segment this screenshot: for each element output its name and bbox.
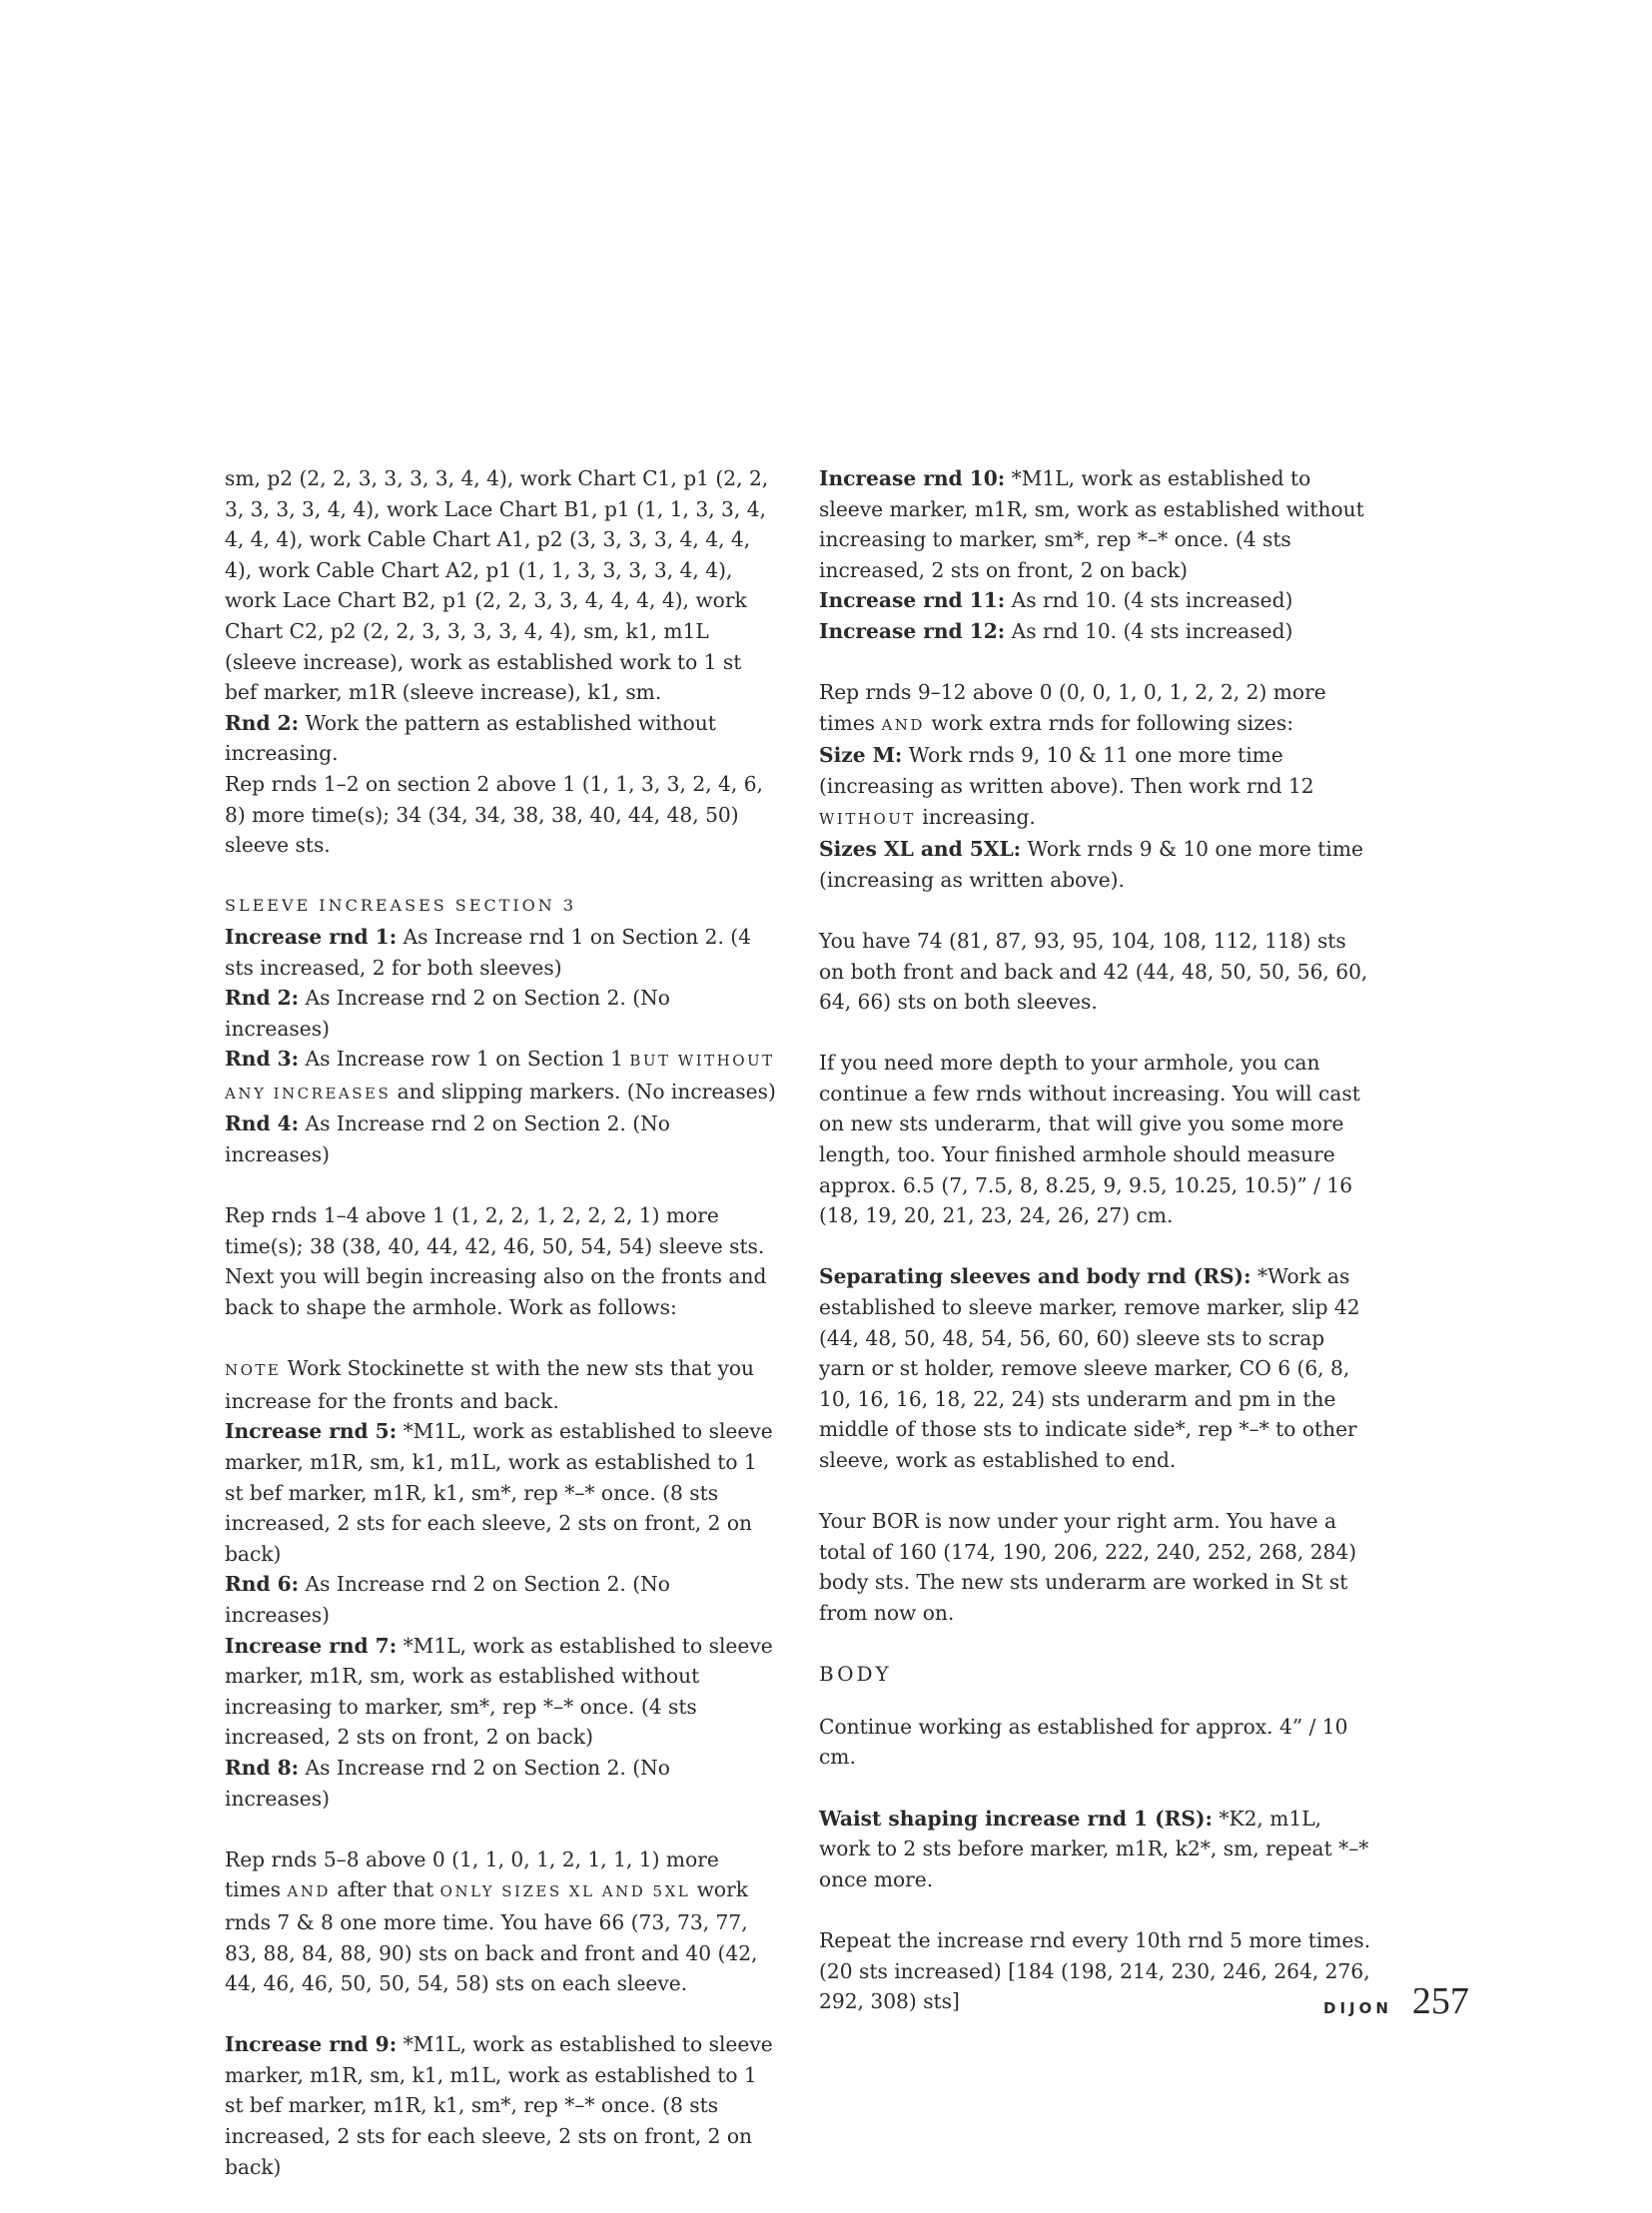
paragraph <box>225 1200 779 1261</box>
instruction-line <box>225 922 779 983</box>
size-label: Size M: <box>819 743 903 768</box>
text: Work the pattern as established without increasing. <box>225 710 716 766</box>
text: work rnds 7 & 8 one more time. You have 66 (73, 73, 77, 83, 88, 84, 88, 90) sts on back and front and 40 (42, 44, 46, 46, 50, 50, 54, 58) sts on each sleeve. <box>225 1877 758 1996</box>
text: sm, p2 (2, 2, 3, 3, 3, 3, 4, 4), work Chart C1, p1 (2, 2, 3, 3, 3, 3, 4, 4), work Lace Chart B1, p1 (1, 1, 3, 3, 4, 4, 4, 4), work Cable Chart A1, p2 (3, 3, 3, 3, 4, 4, 4, 4), work Cable Chart A2, p1 (1, 1, 3, 3, 3, 3, 4, 4), work Lace Chart B2, p1 (2, 2, 3, 3, 4, 4, 4, 4), work Chart C2, p2 (2, 2, 3, 3, 3, 3, 4, 4), sm, k1, m1L (sleeve increase), work as established work to 1 st bef marker, m1R (sleeve increase), k1, sm. <box>225 466 769 705</box>
rnd-label: Increase rnd 12: <box>819 618 1006 643</box>
text: Continue working as established for approx. 4” / 10 cm. <box>819 1714 1348 1770</box>
instruction-line <box>819 740 1373 834</box>
instruction-line <box>819 463 1373 585</box>
text: *M1L, work as established to sleeve marker, m1R, sm, k1, m1L, work as established to 1 st bef marker, m1R, k1, sm*, rep *–* once. (8 sts increased, 2 sts for each sleeve, 2 sts on front, 2 on back) <box>225 1419 773 1566</box>
text: after that <box>330 1877 440 1902</box>
instruction-line <box>819 834 1373 895</box>
section-heading: BODY <box>819 1662 892 1687</box>
paragraph <box>819 1925 1373 2017</box>
right-column <box>819 463 1373 2047</box>
rnd-label: Increase rnd 5: <box>225 1419 398 1444</box>
instruction-line <box>819 616 1373 647</box>
paragraph <box>819 677 1373 740</box>
text: Work Stockinette st with the new sts that you increase for the fronts and back. <box>225 1356 755 1413</box>
rnd-label: Increase rnd 9: <box>225 2032 398 2057</box>
instruction-line <box>225 1108 779 1169</box>
text: Next you will begin increasing also on the fronts and back to shape the armhole. Work as follows: <box>225 1264 767 1320</box>
left-column <box>225 463 779 2213</box>
text: increasing. <box>915 804 1036 829</box>
text: As Increase row 1 on Section 1 <box>299 1047 630 1072</box>
text: As rnd 10. (4 sts increased) <box>1005 618 1293 643</box>
text: *M1L, work as established to sleeve marker, m1R, sm, k1, m1L, work as established to 1 st bef marker, m1R, k1, sm*, rep *–* once. (8 sts increased, 2 sts for each sleeve, 2 sts on front, 2 on back) <box>225 2032 773 2179</box>
section-heading: SLEEVE INCREASES SECTION 3 <box>225 896 577 916</box>
rnd-label: Increase rnd 7: <box>225 1633 398 1658</box>
rnd-label: Separating sleeves and body rnd (RS): <box>819 1264 1251 1289</box>
instruction-line <box>225 1631 779 1753</box>
text: *M1L, work as established to sleeve marker, m1R, sm, work as established without increasing to marker, sm*, rep *–* once. (4 sts increased, 2 sts on front, 2 on back) <box>819 466 1364 582</box>
text: As Increase rnd 2 on Section 2. (No increases) <box>225 1755 670 1811</box>
text: As Increase rnd 2 on Section 2. (No increases) <box>225 986 670 1041</box>
text: As Increase rnd 1 on Section 2. (4 sts increased, 2 for both sleeves) <box>225 924 752 980</box>
text: If you need more depth to your armhole, you can continue a few rnds without increasing. You will cast on new sts underarm, that will give you some more length, too. Your finished armhole should measure approx. 6.5 (7, 7.5, 8, 8.25, 9, 9.5, 10.25, 10.5)” / 16 (18, 19, 20, 21, 23, 24, 26, 27) cm. <box>819 1051 1360 1228</box>
page-number: 257 <box>1411 1980 1469 2022</box>
text: Your BOR is now under your right arm. You have a total of 160 (174, 190, 206, 222, 240, 252, 268, 284) body sts. The new sts underarm are worked in St st from now on. <box>819 1509 1357 1625</box>
text: *Work as established to sleeve marker, remove marker, slip 42 (44, 48, 50, 48, 54, 56, 60, 60) sleeve sts to scrap yarn or st holder, remove sleeve marker, CO 6 (6, 8, 10, 16, 16, 18, 22, 24) sts underarm and pm in the middle of those sts to indicate side*, rep *–* to other sleeve, work as established to end. <box>819 1264 1360 1472</box>
rnd-label: Increase rnd 11: <box>819 588 1006 613</box>
text: Rep rnds 1–2 on section 2 above 1 (1, 1, 3, 3, 2, 4, 6, 8) more time(s); 34 (34, 34, 38, 38, 40, 44, 48, 50) sleeve sts. <box>225 771 763 858</box>
rnd-label: Rnd 3: <box>225 1047 300 1072</box>
text: As Increase rnd 2 on Section 2. (No increases) <box>225 1572 670 1627</box>
text: work extra rnds for following sizes: <box>924 710 1293 735</box>
paragraph <box>819 926 1373 1018</box>
small-caps-text: BUT WITHOUT ANY INCREASES <box>225 1052 775 1103</box>
note-paragraph <box>225 1353 779 1416</box>
text: Work rnds 9, 10 & 11 one more time (increasing as written above). Then work rnd 12 <box>819 743 1314 798</box>
instruction-line <box>225 983 779 1044</box>
rnd-label: Rnd 6: <box>225 1572 300 1597</box>
paragraph <box>225 1261 779 1322</box>
text: Rep rnds 5–8 above 0 (1, 1, 0, 1, 2, 1, 1, 1) more times <box>225 1846 719 1902</box>
small-caps-text: AND <box>881 715 925 734</box>
rnd-label: Rnd 8: <box>225 1755 300 1780</box>
text: *M1L, work as established to sleeve marker, m1R, sm, work as established without increasing to marker, sm*, rep *–* once. (4 sts increased, 2 sts on front, 2 on back) <box>225 1633 773 1750</box>
small-caps-text: ONLY SIZES XL AND 5XL <box>439 1882 691 1901</box>
text: Work rnds 9 & 10 one more time (increasing as written above). <box>819 837 1363 892</box>
text: As rnd 10. (4 sts increased) <box>1005 588 1293 613</box>
paragraph <box>819 1048 1373 1231</box>
rnd-label: Rnd 2: <box>225 986 300 1011</box>
paragraph <box>819 1712 1373 1773</box>
paragraph <box>225 463 779 708</box>
size-label: Sizes XL and 5XL: <box>819 837 1022 862</box>
text: and slipping markers. (No increases) <box>391 1079 776 1104</box>
paragraph <box>225 1844 779 1999</box>
page-footer <box>1323 1979 1469 2023</box>
rnd-label: Rnd 4: <box>225 1111 300 1136</box>
instruction-line <box>225 1569 779 1630</box>
running-footer-title: DIJON <box>1323 1999 1392 2017</box>
instruction-line <box>819 585 1373 616</box>
instruction-line <box>819 1261 1373 1475</box>
paragraph <box>819 1506 1373 1628</box>
note-label: NOTE <box>225 1361 282 1380</box>
paragraph <box>225 708 779 769</box>
small-caps-text: AND <box>287 1882 331 1901</box>
rnd-label: Rnd 2: <box>225 710 300 735</box>
small-caps-text: WITHOUT <box>819 809 916 828</box>
text: As Increase rnd 2 on Section 2. (No increases) <box>225 1111 670 1167</box>
rnd-label: Increase rnd 10: <box>819 466 1006 490</box>
paragraph <box>225 769 779 861</box>
instruction-line <box>225 1753 779 1814</box>
text: Rep rnds 9–12 above 0 (0, 0, 1, 0, 1, 2, 2, 2) more times <box>819 680 1326 735</box>
instruction-line <box>819 1804 1373 1895</box>
instruction-line <box>225 2029 779 2182</box>
instruction-line <box>225 1044 779 1108</box>
rnd-label: Waist shaping increase rnd 1 (RS): <box>819 1806 1213 1831</box>
text: Rep rnds 1–4 above 1 (1, 2, 2, 1, 2, 2, 2, 1) more time(s); 38 (38, 40, 44, 42, 46, 50, 54, 54) sleeve sts. <box>225 1203 765 1258</box>
text: Repeat the increase rnd every 10th rnd 5 more times. (20 sts increased) [184 (198, 214, 230, 246, 264, 276, 292, 308) sts] <box>819 1927 1371 2014</box>
text: *K2, m1L, work to 2 sts before marker, m1R, k2*, sm, repeat *–* once more. <box>819 1806 1369 1891</box>
rnd-label: Increase rnd 1: <box>225 924 398 949</box>
text: You have 74 (81, 87, 93, 95, 104, 108, 112, 118) sts on both front and back and 42 (44, 48, 50, 50, 56, 60, 64, 66) sts on both sleeves. <box>819 928 1368 1015</box>
instruction-line <box>225 1416 779 1569</box>
